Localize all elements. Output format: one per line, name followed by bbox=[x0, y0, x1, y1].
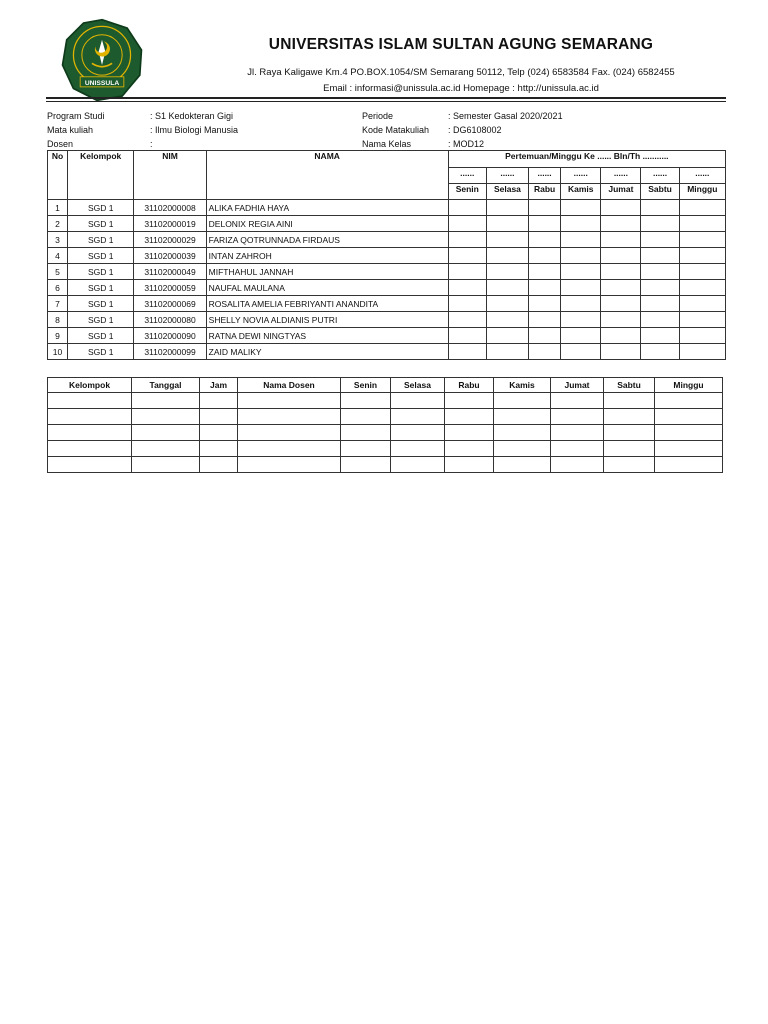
schedule-cell bbox=[200, 441, 238, 457]
schedule-cell bbox=[238, 393, 341, 409]
day-header-selasa: Selasa bbox=[486, 184, 528, 200]
attendance-cell-kamis bbox=[561, 200, 601, 216]
student-nim: 31102000029 bbox=[134, 232, 206, 248]
attendance-cell-sabtu bbox=[641, 296, 679, 312]
schedule-header-jam: Jam bbox=[200, 378, 238, 393]
attendance-cell-senin bbox=[448, 344, 486, 360]
student-nim: 31102000059 bbox=[134, 280, 206, 296]
schedule-cell bbox=[48, 425, 132, 441]
schedule-cell bbox=[238, 441, 341, 457]
attendance-cell-kamis bbox=[561, 312, 601, 328]
info-nama-kelas: Nama Kelas : MOD12 bbox=[362, 139, 485, 149]
schedule-cell bbox=[604, 409, 655, 425]
student-row bbox=[48, 248, 726, 264]
schedule-cell bbox=[494, 393, 551, 409]
attendance-cell-kamis bbox=[561, 264, 601, 280]
student-row bbox=[48, 312, 726, 328]
attendance-cell-selasa bbox=[486, 280, 528, 296]
schedule-header-minggu: Minggu bbox=[655, 378, 723, 393]
attendance-cell-minggu bbox=[679, 328, 725, 344]
header-rule-thick bbox=[46, 97, 726, 99]
attendance-cell-jumat bbox=[601, 296, 641, 312]
attendance-cell-minggu bbox=[679, 248, 725, 264]
student-row bbox=[48, 264, 726, 280]
schedule-cell bbox=[48, 409, 132, 425]
date-blank-sabtu: ...... bbox=[641, 168, 679, 184]
day-header-sabtu: Sabtu bbox=[641, 184, 679, 200]
header-nama: NAMA bbox=[206, 151, 448, 200]
schedule-cell bbox=[551, 441, 604, 457]
attendance-cell-senin bbox=[448, 280, 486, 296]
schedule-cell bbox=[604, 393, 655, 409]
schedule-cell bbox=[132, 393, 200, 409]
attendance-cell-rabu bbox=[529, 280, 561, 296]
student-nama: NAUFAL MAULANA bbox=[206, 280, 448, 296]
attendance-cell-sabtu bbox=[641, 344, 679, 360]
course-info-left bbox=[47, 109, 238, 151]
schedule-cell bbox=[494, 457, 551, 473]
date-blank-minggu: ...... bbox=[679, 168, 725, 184]
attendance-cell-minggu bbox=[679, 280, 725, 296]
schedule-cell bbox=[200, 425, 238, 441]
attendance-cell-rabu bbox=[529, 232, 561, 248]
attendance-cell-rabu bbox=[529, 216, 561, 232]
schedule-cell bbox=[200, 457, 238, 473]
date-blank-kamis: ...... bbox=[561, 168, 601, 184]
info-program-studi: Program Studi : S1 Kedokteran Gigi bbox=[47, 111, 234, 121]
attendance-cell-minggu bbox=[679, 232, 725, 248]
student-nim: 31102000039 bbox=[134, 248, 206, 264]
schedule-cell bbox=[391, 441, 445, 457]
schedule-cell bbox=[445, 393, 494, 409]
attendance-cell-selasa bbox=[486, 200, 528, 216]
student-row bbox=[48, 296, 726, 312]
attendance-table bbox=[47, 150, 726, 360]
student-kelompok: SGD 1 bbox=[68, 216, 134, 232]
student-row bbox=[48, 280, 726, 296]
schedule-cell bbox=[341, 457, 391, 473]
university-seal bbox=[60, 18, 144, 102]
header-pertemuan: Pertemuan/Minggu Ke ...... Bln/Th ........... bbox=[448, 151, 725, 168]
info-kode-matakuliah: Kode Matakuliah : DG6108002 bbox=[362, 125, 502, 135]
schedule-cell bbox=[132, 409, 200, 425]
schedule-cell bbox=[238, 409, 341, 425]
schedule-cell bbox=[494, 441, 551, 457]
attendance-cell-senin bbox=[448, 312, 486, 328]
schedule-cell bbox=[341, 441, 391, 457]
student-kelompok: SGD 1 bbox=[68, 232, 134, 248]
student-nim: 31102000069 bbox=[134, 296, 206, 312]
student-row bbox=[48, 200, 726, 216]
attendance-cell-rabu bbox=[529, 200, 561, 216]
letterhead bbox=[46, 18, 726, 98]
student-nama: ZAID MALIKY bbox=[206, 344, 448, 360]
student-nim: 31102000008 bbox=[134, 200, 206, 216]
schedule-cell bbox=[445, 409, 494, 425]
attendance-cell-jumat bbox=[601, 232, 641, 248]
attendance-cell-kamis bbox=[561, 280, 601, 296]
schedule-cell bbox=[655, 457, 723, 473]
attendance-cell-jumat bbox=[601, 280, 641, 296]
attendance-cell-jumat bbox=[601, 248, 641, 264]
student-no: 2 bbox=[48, 216, 68, 232]
schedule-header-senin: Senin bbox=[341, 378, 391, 393]
schedule-cell bbox=[391, 457, 445, 473]
info-periode: Periode : Semester Gasal 2020/2021 bbox=[362, 111, 563, 121]
attendance-cell-rabu bbox=[529, 344, 561, 360]
attendance-cell-kamis bbox=[561, 296, 601, 312]
schedule-header-nama-dosen: Nama Dosen bbox=[238, 378, 341, 393]
attendance-cell-selasa bbox=[486, 264, 528, 280]
schedule-cell bbox=[132, 457, 200, 473]
schedule-header-tanggal: Tanggal bbox=[132, 378, 200, 393]
student-row bbox=[48, 328, 726, 344]
attendance-cell-jumat bbox=[601, 200, 641, 216]
attendance-cell-rabu bbox=[529, 328, 561, 344]
schedule-cell bbox=[445, 425, 494, 441]
schedule-cell bbox=[494, 425, 551, 441]
student-no: 1 bbox=[48, 200, 68, 216]
attendance-cell-kamis bbox=[561, 344, 601, 360]
course-info-right bbox=[362, 109, 563, 151]
schedule-header-jumat: Jumat bbox=[551, 378, 604, 393]
attendance-cell-jumat bbox=[601, 264, 641, 280]
schedule-cell bbox=[655, 409, 723, 425]
attendance-cell-sabtu bbox=[641, 312, 679, 328]
schedule-cell bbox=[445, 457, 494, 473]
attendance-cell-minggu bbox=[679, 344, 725, 360]
attendance-cell-jumat bbox=[601, 216, 641, 232]
attendance-cell-minggu bbox=[679, 200, 725, 216]
header-nim: NIM bbox=[134, 151, 206, 200]
attendance-cell-sabtu bbox=[641, 200, 679, 216]
student-nama: FARIZA QOTRUNNADA FIRDAUS bbox=[206, 232, 448, 248]
attendance-cell-senin bbox=[448, 296, 486, 312]
schedule-row bbox=[48, 441, 723, 457]
schedule-cell bbox=[341, 425, 391, 441]
schedule-row bbox=[48, 409, 723, 425]
student-kelompok: SGD 1 bbox=[68, 296, 134, 312]
schedule-cell bbox=[604, 457, 655, 473]
day-header-rabu: Rabu bbox=[529, 184, 561, 200]
day-header-minggu: Minggu bbox=[679, 184, 725, 200]
attendance-cell-rabu bbox=[529, 296, 561, 312]
schedule-cell bbox=[655, 393, 723, 409]
schedule-row bbox=[48, 425, 723, 441]
day-header-jumat: Jumat bbox=[601, 184, 641, 200]
student-rows bbox=[48, 200, 726, 360]
university-name: UNIVERSITAS ISLAM SULTAN AGUNG SEMARANG bbox=[268, 36, 654, 53]
attendance-cell-selasa bbox=[486, 232, 528, 248]
schedule-cell bbox=[200, 393, 238, 409]
attendance-cell-selasa bbox=[486, 328, 528, 344]
address-line: Jl. Raya Kaligawe Km.4 PO.BOX.1054/SM Semarang 50112, Telp (024) 6583584 Fax. (024) 6582455 bbox=[247, 67, 675, 78]
student-nim: 31102000019 bbox=[134, 216, 206, 232]
schedule-cell bbox=[604, 425, 655, 441]
schedule-cell bbox=[551, 425, 604, 441]
attendance-cell-selasa bbox=[486, 216, 528, 232]
attendance-cell-selasa bbox=[486, 312, 528, 328]
schedule-cell bbox=[391, 409, 445, 425]
schedule-header-selasa: Selasa bbox=[391, 378, 445, 393]
schedule-header-kelompok: Kelompok bbox=[48, 378, 132, 393]
student-kelompok: SGD 1 bbox=[68, 264, 134, 280]
schedule-cell bbox=[238, 457, 341, 473]
attendance-cell-sabtu bbox=[641, 216, 679, 232]
attendance-cell-jumat bbox=[601, 328, 641, 344]
schedule-cell bbox=[132, 441, 200, 457]
attendance-cell-senin bbox=[448, 232, 486, 248]
info-mata-kuliah: Mata kuliah : Ilmu Biologi Manusia bbox=[47, 125, 239, 135]
attendance-cell-minggu bbox=[679, 296, 725, 312]
attendance-cell-selasa bbox=[486, 296, 528, 312]
schedule-row bbox=[48, 393, 723, 409]
schedule-cell bbox=[445, 441, 494, 457]
attendance-cell-jumat bbox=[601, 344, 641, 360]
student-no: 6 bbox=[48, 280, 68, 296]
attendance-cell-sabtu bbox=[641, 264, 679, 280]
schedule-rows bbox=[48, 393, 723, 473]
schedule-cell bbox=[551, 457, 604, 473]
attendance-cell-senin bbox=[448, 264, 486, 280]
student-nim: 31102000049 bbox=[134, 264, 206, 280]
student-kelompok: SGD 1 bbox=[68, 328, 134, 344]
student-nama: MIFTHAHUL JANNAH bbox=[206, 264, 448, 280]
schedule-cell bbox=[48, 457, 132, 473]
attendance-cell-kamis bbox=[561, 216, 601, 232]
student-nama: ROSALITA AMELIA FEBRIYANTI ANANDITA bbox=[206, 296, 448, 312]
student-row bbox=[48, 344, 726, 360]
student-nama: DELONIX REGIA AINI bbox=[206, 216, 448, 232]
attendance-cell-rabu bbox=[529, 264, 561, 280]
header-rule-thin bbox=[46, 101, 726, 102]
schedule-header-row bbox=[48, 378, 723, 393]
logo-banner-text: UNISSULA bbox=[84, 79, 120, 87]
schedule-cell bbox=[132, 425, 200, 441]
date-blank-jumat: ...... bbox=[601, 168, 641, 184]
date-blank-senin: ...... bbox=[448, 168, 486, 184]
attendance-cell-sabtu bbox=[641, 248, 679, 264]
attendance-cell-selasa bbox=[486, 248, 528, 264]
schedule-cell bbox=[494, 409, 551, 425]
student-no: 7 bbox=[48, 296, 68, 312]
student-kelompok: SGD 1 bbox=[68, 312, 134, 328]
schedule-header-kamis: Kamis bbox=[494, 378, 551, 393]
contact-line: Email : informasi@unissula.ac.id Homepage : http://unissula.ac.id bbox=[323, 83, 599, 94]
schedule-cell bbox=[341, 409, 391, 425]
info-dosen: Dosen : bbox=[47, 139, 153, 149]
student-nama: SHELLY NOVIA ALDIANIS PUTRI bbox=[206, 312, 448, 328]
attendance-cell-sabtu bbox=[641, 280, 679, 296]
day-header-kamis: Kamis bbox=[561, 184, 601, 200]
day-header-senin: Senin bbox=[448, 184, 486, 200]
schedule-cell bbox=[341, 393, 391, 409]
attendance-cell-senin bbox=[448, 328, 486, 344]
attendance-cell-minggu bbox=[679, 312, 725, 328]
attendance-cell-rabu bbox=[529, 248, 561, 264]
student-kelompok: SGD 1 bbox=[68, 248, 134, 264]
attendance-cell-minggu bbox=[679, 264, 725, 280]
attendance-cell-kamis bbox=[561, 248, 601, 264]
schedule-header-rabu: Rabu bbox=[445, 378, 494, 393]
attendance-cell-minggu bbox=[679, 216, 725, 232]
schedule-cell bbox=[48, 393, 132, 409]
schedule-cell bbox=[200, 409, 238, 425]
schedule-cell bbox=[551, 393, 604, 409]
student-no: 10 bbox=[48, 344, 68, 360]
attendance-cell-jumat bbox=[601, 312, 641, 328]
student-row bbox=[48, 232, 726, 248]
student-no: 9 bbox=[48, 328, 68, 344]
attendance-cell-selasa bbox=[486, 344, 528, 360]
schedule-cell bbox=[551, 409, 604, 425]
schedule-header-sabtu: Sabtu bbox=[604, 378, 655, 393]
student-kelompok: SGD 1 bbox=[68, 344, 134, 360]
date-blank-selasa: ...... bbox=[486, 168, 528, 184]
date-blank-rabu: ...... bbox=[529, 168, 561, 184]
attendance-cell-sabtu bbox=[641, 232, 679, 248]
student-row bbox=[48, 216, 726, 232]
student-kelompok: SGD 1 bbox=[68, 280, 134, 296]
student-nama: RATNA DEWI NINGTYAS bbox=[206, 328, 448, 344]
attendance-cell-senin bbox=[448, 216, 486, 232]
student-no: 4 bbox=[48, 248, 68, 264]
schedule-cell bbox=[655, 425, 723, 441]
header-no: No bbox=[48, 151, 68, 200]
student-nama: INTAN ZAHROH bbox=[206, 248, 448, 264]
student-no: 5 bbox=[48, 264, 68, 280]
schedule-row bbox=[48, 457, 723, 473]
attendance-cell-rabu bbox=[529, 312, 561, 328]
student-nim: 31102000090 bbox=[134, 328, 206, 344]
student-no: 3 bbox=[48, 232, 68, 248]
student-kelompok: SGD 1 bbox=[68, 200, 134, 216]
header-kelompok: Kelompok bbox=[68, 151, 134, 200]
attendance-cell-kamis bbox=[561, 232, 601, 248]
schedule-cell bbox=[391, 393, 445, 409]
student-nim: 31102000080 bbox=[134, 312, 206, 328]
attendance-cell-sabtu bbox=[641, 328, 679, 344]
attendance-cell-senin bbox=[448, 200, 486, 216]
schedule-table bbox=[47, 377, 723, 473]
schedule-cell bbox=[48, 441, 132, 457]
schedule-cell bbox=[604, 441, 655, 457]
student-nim: 31102000099 bbox=[134, 344, 206, 360]
schedule-cell bbox=[655, 441, 723, 457]
student-no: 8 bbox=[48, 312, 68, 328]
schedule-cell bbox=[238, 425, 341, 441]
attendance-cell-kamis bbox=[561, 328, 601, 344]
attendance-cell-senin bbox=[448, 248, 486, 264]
student-nama: ALIKA FADHIA HAYA bbox=[206, 200, 448, 216]
schedule-cell bbox=[391, 425, 445, 441]
